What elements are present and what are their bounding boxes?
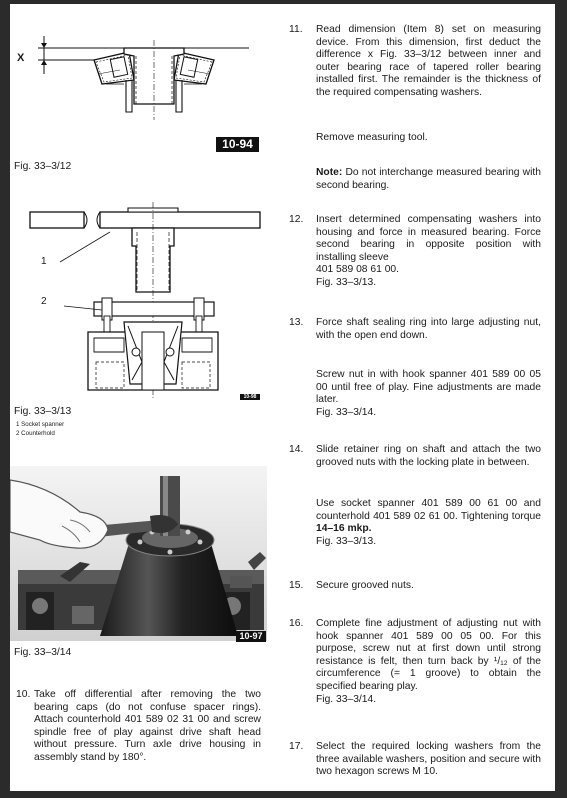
figure-reference: Fig. 33–3/13. bbox=[316, 276, 377, 288]
x-dimension-label: X bbox=[17, 52, 25, 64]
figure-reference: Fig. 33–3/14. bbox=[316, 693, 377, 705]
step-number: 13. bbox=[289, 317, 304, 328]
figure-reference: Fig. 33–3/13. bbox=[316, 535, 377, 547]
step-number: 15. bbox=[289, 580, 304, 591]
figure-tag: 10-97 bbox=[236, 631, 266, 642]
step-13 bbox=[289, 317, 541, 342]
step-text-main: Complete fine adjustment of adjusting nut with hook spanner 401 589 00 05 00. For this purpose, screw nut at first down until strong resistance is felt, then turn back by ¹/₁₂ of the circumference (= 1 groove) to obtain the specified bearing play. bbox=[316, 618, 541, 692]
manual-page bbox=[10, 4, 555, 791]
step-text: Slide retainer ring on shaft and attach the two grooved nuts with the locking plate in between. bbox=[316, 444, 541, 468]
step-17 bbox=[289, 741, 541, 779]
step-number: 16. bbox=[289, 618, 304, 629]
step-12 bbox=[289, 214, 541, 290]
assembly-stand-photo bbox=[10, 466, 267, 641]
note-label: Note: bbox=[316, 167, 343, 178]
step-number: 11. bbox=[289, 24, 303, 35]
step-number: 12. bbox=[289, 214, 304, 225]
step-text-main: Screw nut in with hook spanner 401 589 00 05 00 until free of play. Fine adjustments are made later. bbox=[316, 369, 541, 406]
step-number: 17. bbox=[289, 741, 304, 752]
step-16 bbox=[289, 618, 541, 706]
step-text bbox=[316, 214, 541, 290]
step-11 bbox=[289, 24, 541, 100]
step-text: Read dimension (Item 8) set on measuring device. From this dimension, first deduct the difference x Fig. 33–3/12 between inner and outer bearing race of tapered roller bearing installed first. The remainder is the thickness of the required compensating washers. bbox=[316, 24, 541, 98]
callout-2: 2 bbox=[41, 296, 47, 307]
figure-caption: Fig. 33–3/14 bbox=[14, 647, 72, 658]
figure-tag: 10-98 bbox=[240, 394, 260, 400]
step-text-main: Insert determined compensating washers into housing and force in measured bearing. Force second bearing in opposite position with installing sleeve bbox=[316, 214, 541, 263]
figure-caption: Fig. 33–3/12 bbox=[14, 161, 72, 172]
step-text bbox=[316, 618, 541, 706]
bearing-section-illustration bbox=[24, 34, 274, 144]
step-13-detail bbox=[316, 369, 541, 419]
step-text: Force shaft sealing ring into large adjusting nut, with the open end down. bbox=[316, 317, 541, 341]
torque-value: 14–16 mkp. bbox=[316, 523, 372, 535]
step-text: Select the required locking washers from the three available washers, position and secure with two hexagon screws M 10. bbox=[316, 741, 541, 778]
step-text: Secure grooved nuts. bbox=[316, 580, 414, 591]
step-10 bbox=[16, 689, 261, 765]
step-14 bbox=[289, 444, 541, 469]
step-number: 14. bbox=[289, 444, 304, 455]
legend-item-2: 2 Counterhold bbox=[16, 430, 55, 437]
step-11-remove: Remove measuring tool. bbox=[316, 132, 428, 143]
step-text: Take off differential after removing the two bearing caps (do not confuse spacer rings). Attach counterhold 401 589 02 31 00 and screw spindle free of play against drive shaft head without pressure. Turn axle drive housing in assembly stand by 180°. bbox=[34, 689, 261, 763]
callout-1: 1 bbox=[41, 256, 47, 267]
figure-tag: 10-94 bbox=[216, 137, 259, 152]
step-15 bbox=[289, 580, 541, 593]
tool-number: 401 589 08 61 00. bbox=[316, 264, 400, 276]
legend-item-1: 1 Socket spanner bbox=[16, 421, 65, 428]
socket-spanner-illustration bbox=[24, 202, 274, 402]
step-text-main: Use socket spanner 401 589 00 61 00 and counterhold 401 589 02 61 00. Tightening torque bbox=[316, 498, 541, 522]
step-number: 10. bbox=[16, 689, 31, 700]
step-11-note bbox=[316, 167, 541, 192]
note-text: Do not interchange measured bearing with second bearing. bbox=[316, 167, 541, 191]
step-14-detail bbox=[316, 498, 541, 548]
figure-caption: Fig. 33–3/13 bbox=[14, 406, 72, 417]
figure-reference: Fig. 33–3/14. bbox=[316, 406, 377, 418]
